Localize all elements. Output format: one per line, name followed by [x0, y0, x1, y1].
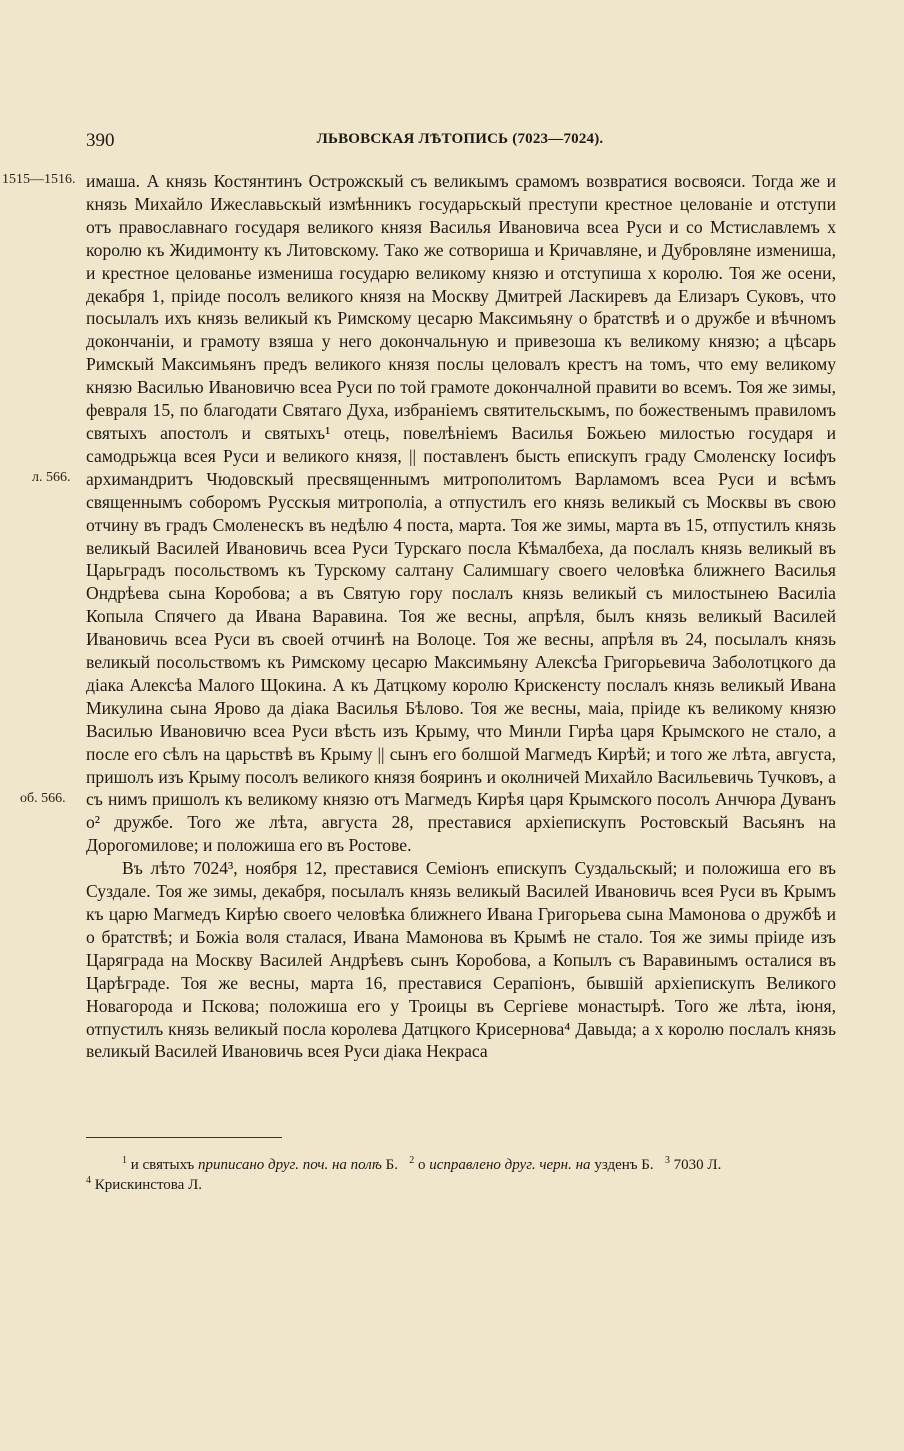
footnote-text: Крискинстова Л. — [94, 1177, 203, 1193]
page-number: 390 — [86, 130, 115, 151]
main-text — [86, 170, 836, 1063]
footnote-note: приписано друг. поч. на полѣ — [198, 1157, 382, 1173]
running-title: ЛЬВОВСКАЯ ЛѢТОПИСЬ (7023—7024). — [316, 131, 604, 147]
footnotes — [86, 1155, 836, 1195]
footnote-marker: 4 — [86, 1175, 91, 1186]
footnote-divider — [86, 1137, 282, 1138]
footnote-source: Б. — [385, 1157, 398, 1173]
footnote-word: и святыхъ — [130, 1157, 195, 1173]
paragraph: Въ лѣто 7024³, ноября 12, преставися Семіонъ епискупъ Суздальскый; и положиша его въ Суздале. Тоя же зимы, декабря, посылалъ князь великый Василей Ивановичь всея Руси въ Крымъ къ царю Магмедъ Кирѣю своего человѣка ближнего Ивана Григорьева сына Мамонова о дружбѣ и о братствѣ; и Божіа воля сталася, Ивана Мамонова въ Крымѣ не стало. Тоя же зимы пріиде изъ Царяграда на Москву Василей Андрѣевъ сынъ Коробова, а Копылъ съ Варавинымъ осталися въ Царѣграде. Тоя же весны, марта 16, преставися Серапіонъ, бывшій архіепискупъ Великого Новагорода и Пскова; положиша его у Троицы въ Сергіеве монастырѣ. Того же лѣта, іюня, отпустилъ князь великый посла королева Датцкого Крисернова⁴ Давыда; а х королю послалъ князь великый Василей Ивановичь всея Руси діака Некраса — [86, 858, 836, 1062]
page-header — [86, 130, 834, 154]
footnote-line — [86, 1175, 836, 1195]
footnote-marker: 3 — [664, 1155, 670, 1166]
footnote-word: о — [417, 1157, 426, 1173]
margin-note-leaf: л. 566. — [32, 470, 71, 485]
margin-note-verso: об. 566. — [20, 791, 66, 806]
footnote-source: узденъ Б. — [594, 1157, 654, 1173]
footnote-marker: 2 — [409, 1155, 415, 1166]
paragraph: имаша. А князь Костянтинъ Острожскый съ великымъ срамомъ возвратися восвояси. Тогда же и князь Михайло Ижеславьскый измѣнникъ государьскый преступи крестное целованіе и отступи отъ православнаго государя великого князя Василья Ивановича всеа Руси и со Мстиславлемъ х королю къ Жидимонту къ Литовскому. Тако же сотвориша и Кричавляне, и Дубровляне измениша, и крестное целованье измениша государю великому князю и отступиша х королю. Тоя же осени, декабря 1, пріиде посолъ великого князя на Москву Дмитрей Ласкиревъ да Елизаръ Суковъ, что посылалъ ихъ князь великый къ Римскому цесарю Максимьяну о братствѣ и о дружбе и вѣчномъ докончаніи, и грамоту взяша у него докончальную и привезоша къ великому князю; а цѣсарь Римскый Максимьянъ предъ великого князя послы целовалъ крестъ на томъ, что ему великому князю Василью Ивановичю всеа Руси по той грамоте докончалной правити во всемъ. Тоя же зимы, февраля 15, по благодати Святаго Духа, избраніемъ святительскымъ, по божественымъ правиломъ святыхъ апостолъ и святыхъ¹ отець, повелѣніемъ Василья Божьею милостью государя и самодрьжца всея Руси и великого князя, || поставленъ бысть епискупъ граду Смоленску Іосифъ архимандритъ Чюдовскый пресвященнымъ митрополитомъ Варламомъ всеа Руси и всѣмъ священнымъ соборомъ Русскыя митрополіа, а отпустилъ его князь великый съ Москвы въ свою отчину въ градъ Смоленескъ въ недѣлю 4 поста, марта. Тоя же зимы, марта въ 15, отпустилъ князь великый Василей Ивановичь всеа Руси Турскаго посла Кѣмалбеха, да послалъ князь великый въ Царьградъ посольствомъ къ Турскому салтану Салимшагу своего человѣка ближнего Василья Ондрѣева сына Коробова; а въ Святую гору послалъ князь великый съ милостынею Василіа Копыла Спячего да Ивана Варавина. Тоя же весны, апрѣля, былъ князь великый Василей Ивановичь всеа Руси въ своей отчинѣ на Волоце. Тоя же весны, апрѣля въ 24, посылалъ князь великый посольствомъ къ Римскому цесарю Максимьяну Алексѣа Григорьевича Заболотцкого да діака Алексѣа Малого Щокина. А къ Датцкому королю Крискенсту послалъ князь великый Ивана Микулина сына Ярово да діака Василья Бѣлово. Тоя же весны, маіа, пріиде къ великому князю Василью Ивановичю всеа Руси вѣсть изъ Крыму, что Минли Гирѣа царя Крымского не стало, а после его сѣлъ на царьствѣ въ Крыму || сынъ его болшой Магмедъ Кирѣй; и того же лѣта, августа, пришолъ изъ Крыму посолъ великого князя бояринъ и околничей Михайло Васильевичь Тучковъ, а съ нимъ пришолъ къ великому князю отъ Магмедъ Кирѣя царя Крымского посолъ Анчюра Дуванъ о² дружбе. Того же лѣта, августа 28, преставися архіепискупъ Ростовскый Васьянъ на Дорогомилове; и положиша его въ Ростове. — [86, 171, 836, 856]
footnote-text: 7030 Л. — [673, 1157, 722, 1173]
footnote-line — [86, 1155, 836, 1175]
footnote-note: исправлено друг. черн. на — [429, 1157, 591, 1173]
footnote-marker: 1 — [122, 1155, 127, 1166]
margin-note-years: 1515—1516. — [2, 172, 76, 187]
